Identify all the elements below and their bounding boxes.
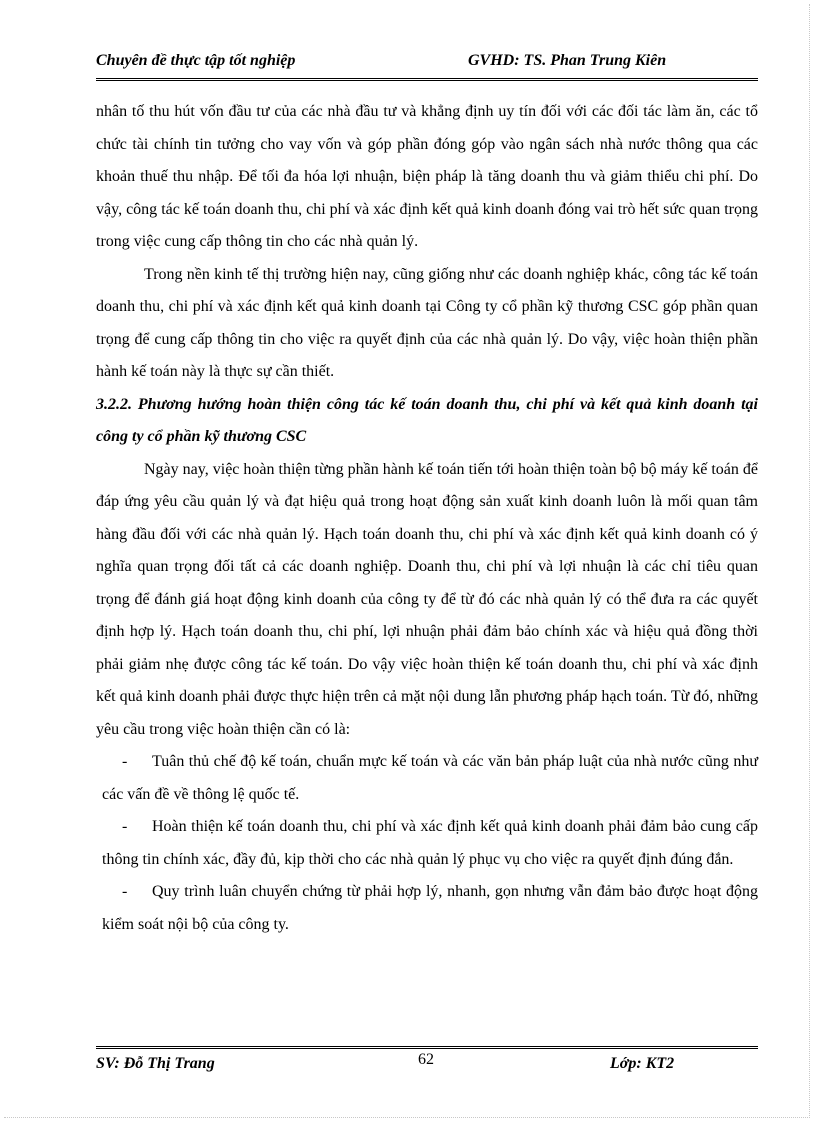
list-item-text: Hoàn thiện kế toán doanh thu, chi phí và xác định kết quả kinh doanh phải đảm bảo cung cấp thông tin chính xác, đầy đủ, kịp thời cho các nhà quản lý phục vụ cho việc ra quyết định đúng đắn. <box>102 818 758 868</box>
page-header <box>96 50 758 81</box>
header-supervisor: GVHD: TS. Phan Trung Kiên <box>468 52 667 69</box>
list-item-text: Quy trình luân chuyển chứng từ phải hợp lý, nhanh, gọn nhưng vẫn đảm bảo được hoạt động kiểm soát nội bộ của công ty. <box>102 883 758 933</box>
page-content <box>96 96 758 941</box>
list-item <box>96 811 758 876</box>
list-dash: - <box>122 753 128 770</box>
list-item <box>96 746 758 811</box>
list-dash: - <box>122 883 128 900</box>
paragraph-requirements-intro: Ngày nay, việc hoàn thiện từng phần hành kế toán tiến tới hoàn thiện toàn bộ bộ máy kế toán để đáp ứng yêu cầu quản lý và đạt hiệu quả trong hoạt động sản xuất kinh doanh luôn là mối quan tâm hàng đầu đối với các nhà quản lý. Hạch toán doanh thu, chi phí và xác định kết quả kinh doanh có ý nghĩa quan trọng đối tất cả các doanh nghiệp. Doanh thu, chi phí và lợi nhuận là các chỉ tiêu quan trọng để đánh giá hoạt động kinh doanh của công ty để từ đó các nhà quản lý có thể đưa ra các quyết định hợp lý. Hạch toán doanh thu, chi phí, lợi nhuận phải đảm bảo chính xác và hiệu quả đồng thời phải giảm nhẹ được công tác kế toán. Do vậy việc hoàn thiện kế toán doanh thu, chi phí và xác định kết quả kinh doanh phải được thực hiện trên cả mặt nội dung lẫn phương pháp hạch toán. Từ đó, những yêu cầu trong việc hoàn thiện cần có là: <box>96 460 758 738</box>
list-item <box>96 876 758 941</box>
list-item-text: Tuân thủ chế độ kế toán, chuẩn mực kế toán và các văn bản pháp luật của nhà nước cũng như các vấn đề về thông lệ quốc tế. <box>102 753 758 803</box>
header-report-title: Chuyên đề thực tập tốt nghiệp <box>96 52 296 69</box>
list-dash: - <box>122 818 128 835</box>
section-heading-3-2-2: 3.2.2. Phương hướng hoàn thiện công tác kế toán doanh thu, chi phí và kết quả kinh doanh tại công ty cổ phần kỹ thương CSC <box>96 395 758 445</box>
paragraph-continued: nhân tố thu hút vốn đầu tư của các nhà đầu tư và khẳng định uy tín đối với các đối tác làm ăn, các tổ chức tài chính tin tưởng cho vay vốn và góp phần đóng góp vào ngân sách nhà nước thông qua các khoản thuế thu nhập. Để tối đa hóa lợi nhuận, biện pháp là tăng doanh thu và giảm thiểu chi phí. Do vậy, công tác kế toán doanh thu, chi phí và xác định kết quả kinh doanh đóng vai trò hết sức quan trọng trong việc cung cấp thông tin cho các nhà quản lý. <box>96 103 758 250</box>
paragraph-market-economy: Trong nền kinh tế thị trường hiện nay, cũng giống như các doanh nghiệp khác, công tác kế toán doanh thu, chi phí và xác định kết quả kinh doanh tại Công ty cổ phần kỹ thương CSC góp phần quan trọng để cung cấp thông tin cho việc ra quyết định của các nhà quản lý. Do vậy, việc hoàn thiện phần hành kế toán này là thực sự cần thiết. <box>96 265 758 380</box>
page-number: 62 <box>418 1051 434 1068</box>
page-footer <box>96 1046 758 1079</box>
footer-student: SV: Đỗ Thị Trang <box>96 1055 215 1072</box>
footer-class: Lớp: KT2 <box>610 1055 675 1072</box>
